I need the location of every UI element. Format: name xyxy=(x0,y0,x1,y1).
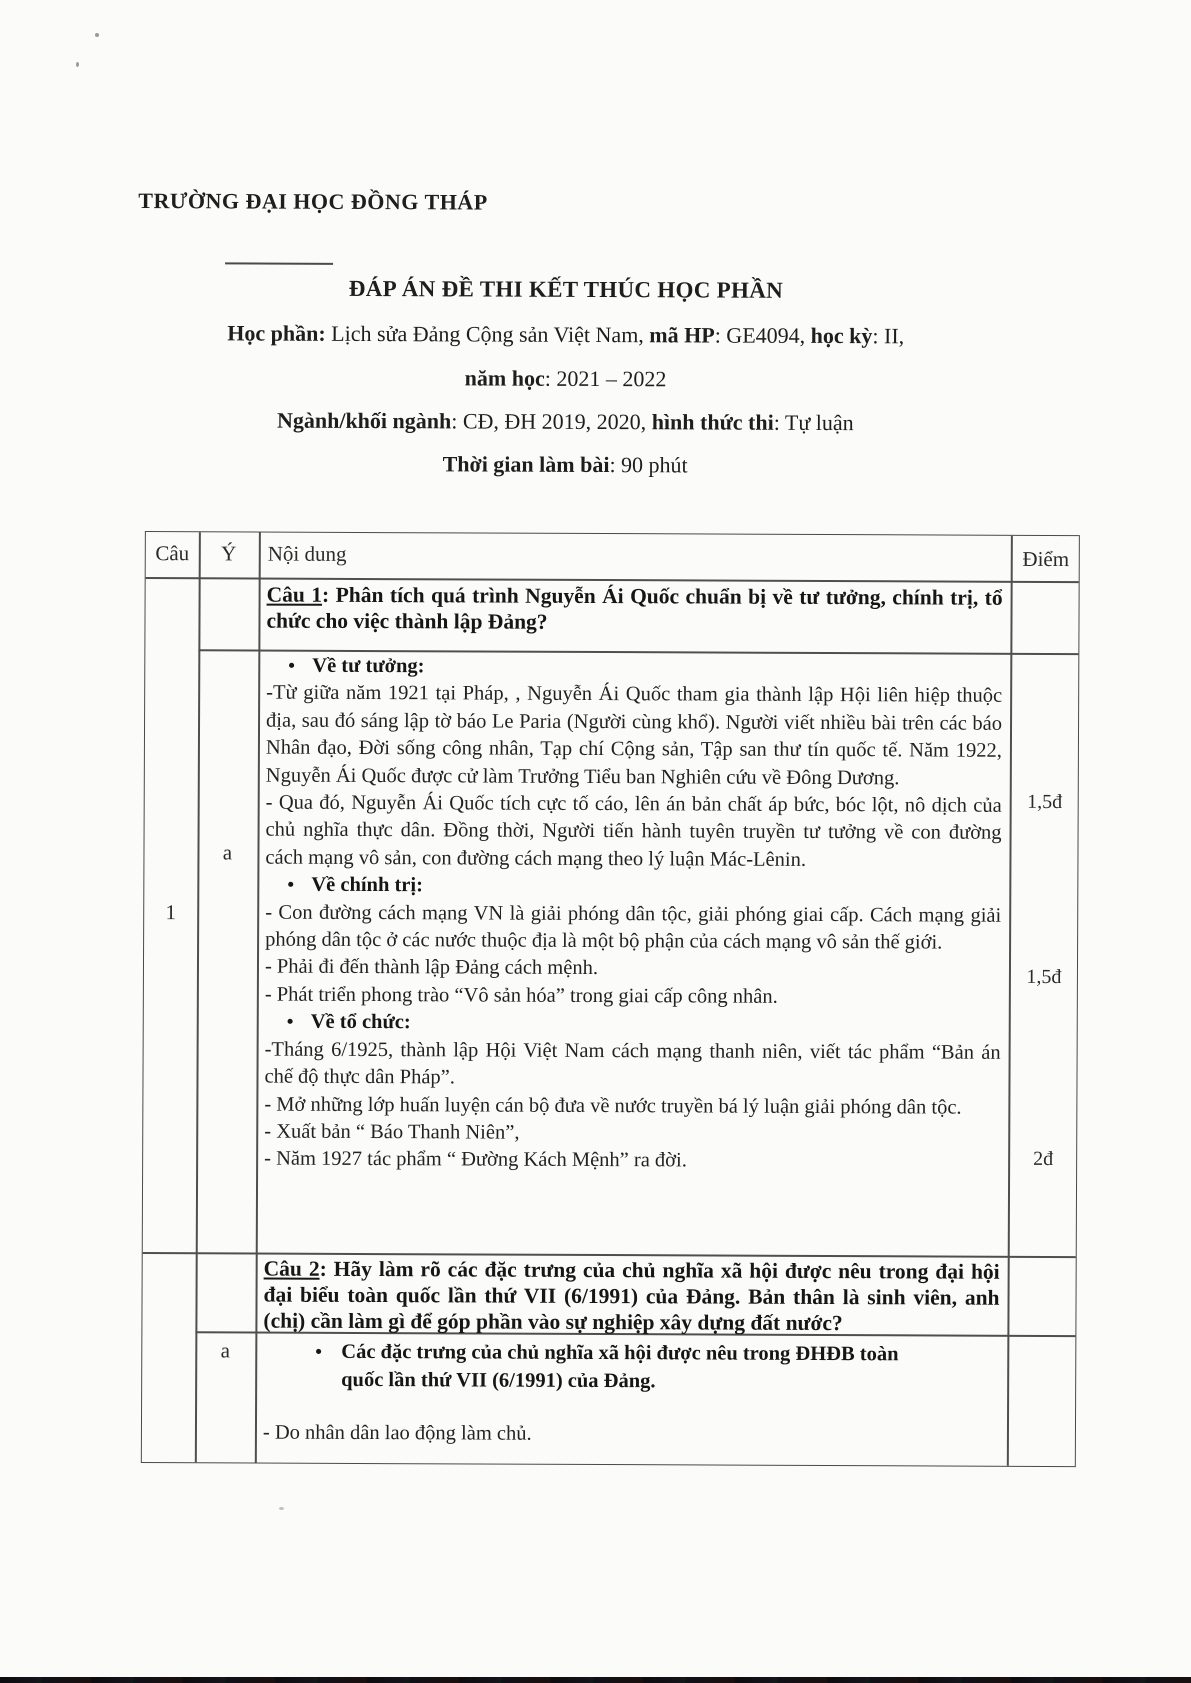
answers-table xyxy=(141,531,1080,1467)
semester-label: học kỳ xyxy=(810,322,873,349)
cau1-y-label: a xyxy=(222,840,233,865)
heading-to-chuc xyxy=(265,1009,1001,1040)
code-value: : GE4094, xyxy=(714,322,811,348)
heading-to-chuc-text: Về tổ chức: xyxy=(310,1011,411,1034)
table-vline-cau-y xyxy=(195,532,201,1462)
col-header-y: Ý xyxy=(221,541,237,566)
question-2 xyxy=(255,1253,1007,1338)
answer-1-paragraph: - Phải đi đến thành lập Đảng cách mệnh. xyxy=(264,956,599,980)
score-chinh-tri: 1,5đ xyxy=(1026,965,1062,989)
semester-value: : II, xyxy=(872,323,905,349)
course-value: Lịch sửa Đảng Cộng sản Việt Nam, xyxy=(325,320,650,348)
score-tu-tuong: 1,5đ xyxy=(1027,790,1063,814)
year-value: : 2021 – 2022 xyxy=(544,365,667,392)
question-1-text: : Phân tích quá trình Nguyễn Ái Quốc chuẩn bị về tư tưởng, chính trị, tổ chức cho việc thành lập Đảng? xyxy=(266,582,1003,635)
answer-1-paragraph: - Qua đó, Nguyễn Ái Quốc tích cực tố cáo, lên án bản chất áp bức, bóc lột, nô dịch của chủ nghĩa thực dân. Đồng thời, Người tiến hành tuyên truyền tư tưởng về con đường cách mạng vô sản, con đường cách mạng theo lý luận Mác-Lênin. xyxy=(265,791,1002,871)
major-line xyxy=(0,406,1130,437)
course-info-line xyxy=(1,319,1131,350)
duration-value: : 90 phút xyxy=(609,452,688,478)
question-1 xyxy=(258,578,1010,638)
question-2-label: Câu 2 xyxy=(263,1256,320,1281)
question-2-text: : Hãy làm rõ các đặc trưng của chủ nghĩa xã hội được nêu trong đại hội đại biểu toàn quốc lần thứ VII (6/1991) của Đảng. Bản thân là sinh viên, anh (chị) cần làm gì để góp phần vào sự nghiệp xây dựng đất nước? xyxy=(263,1256,1000,1336)
col-header-noidung: Nội dung xyxy=(267,541,347,566)
exam-title: ĐÁP ÁN ĐỀ THI KẾT THÚC HỌC PHẦN xyxy=(348,275,784,303)
answer-1-paragraph: - Xuất bản “ Báo Thanh Niên”, xyxy=(264,1120,520,1144)
cau1-number: 1 xyxy=(165,900,177,925)
question-1-label: Câu 1 xyxy=(266,582,323,607)
heading-dac-trung xyxy=(315,1339,999,1397)
heading-chinh-tri xyxy=(265,872,1001,903)
bullet-icon: • xyxy=(287,874,295,896)
bullet-icon: • xyxy=(286,1011,294,1033)
score-to-chuc: 2đ xyxy=(1033,1147,1054,1171)
code-label: mã HP xyxy=(649,322,715,348)
answer-1-paragraph: - Con đường cách mạng VN là giải phóng dân tộc, giải phóng giai cấp. Cách mạng giải phóng dân tộc ở các nước thuộc địa là một bộ phận của cách mạng vô sản thế giới. xyxy=(265,901,1002,954)
answer-1 xyxy=(256,650,1010,1177)
scan-edge-artifact xyxy=(0,1677,1191,1683)
col-header-diem: Điểm xyxy=(1022,546,1070,572)
major-label: Ngành/khối ngành xyxy=(276,407,452,434)
format-value: : Tự luận xyxy=(773,409,854,436)
duration-line xyxy=(0,449,1130,480)
duration-label: Thời gian làm bài xyxy=(442,451,610,478)
bullet-icon: • xyxy=(288,655,295,677)
heading-tu-tuong-text: Về tư tưởng: xyxy=(312,654,425,678)
school-year-line xyxy=(0,363,1130,394)
heading-tu-tuong xyxy=(266,653,1002,684)
answer-1-paragraph: -Từ giữa năm 1921 tại Pháp, , Nguyễn Ái Quốc tham gia thành lập Hội liên hiệp thuộc địa, sau đó sáng lập tờ báo Le Paria (Người cùng khổ). Người viết nhiều bài trên các báo Nhân đạo, Đời sống công nhân, Tạp chí Cộng sản, Tập san thư tín quốc tế. Năm 1922, Nguyễn Ái Quốc được cử làm Trưởng Tiểu ban Nghiên cứu về Đông Dương. xyxy=(265,681,1003,789)
header-divider xyxy=(225,262,333,264)
answer-1-paragraph: - Phát triển phong trào “Vô sản hóa” trong giai cấp công nhân. xyxy=(264,983,778,1008)
format-label: hình thức thi xyxy=(651,409,774,435)
bullet-icon: • xyxy=(315,1341,323,1363)
cau2-y-label: a xyxy=(220,1338,231,1363)
year-label: năm học xyxy=(464,365,545,391)
heading-chinh-tri-text: Về chính trị: xyxy=(311,874,423,897)
answer-1-paragraph: - Mở những lớp huấn luyện cán bộ đưa về nước truyền bá lý luận giải phóng dân tộc. xyxy=(264,1093,962,1119)
course-label: Học phần: xyxy=(227,320,326,346)
heading-dac-trung-text: Các đặc trưng của chủ nghĩa xã hội được nêu trong ĐHĐB toàn quốc lần thứ VII (6/1991) của Đảng. xyxy=(341,1340,899,1392)
col-header-cau: Câu xyxy=(155,541,190,566)
university-name: TRƯỜNG ĐẠI HỌC ĐỒNG THÁP xyxy=(138,188,488,215)
answer-2-paragraph: - Do nhân dân lao động làm chủ. xyxy=(262,1421,532,1445)
answer-2 xyxy=(255,1332,1008,1468)
major-value: : CĐ, ĐH 2019, 2020, xyxy=(451,408,652,435)
answer-1-paragraph: - Năm 1927 tác phẩm “ Đường Kách Mệnh” ra đời. xyxy=(264,1147,687,1172)
answer-1-paragraph: -Tháng 6/1925, thành lập Hội Việt Nam cách mạng thanh niên, viết tác phẩm “Bản án chế độ thực dân Pháp”. xyxy=(264,1038,1001,1089)
